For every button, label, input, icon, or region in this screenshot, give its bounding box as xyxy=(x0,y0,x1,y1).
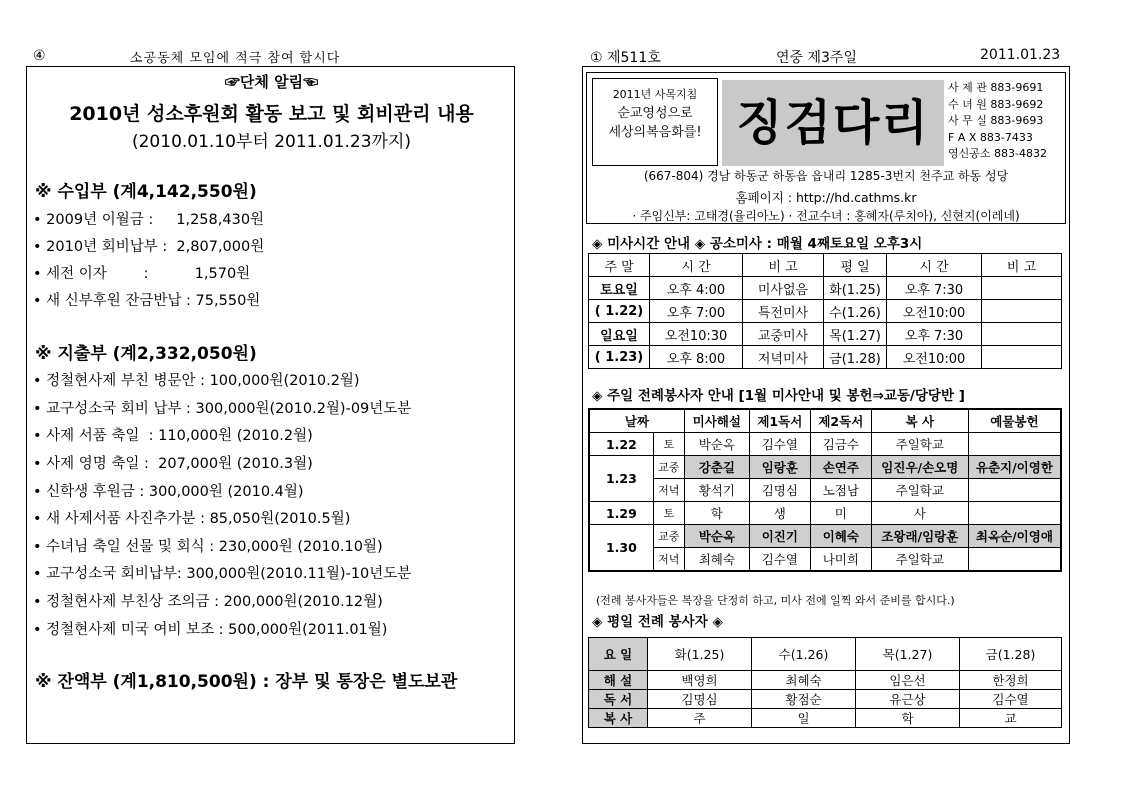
expense-item: • 교구성소국 회비 납부 : 300,000원(2010.2월)-09년도분 xyxy=(33,397,411,418)
server-cell: 나미희 xyxy=(810,548,871,572)
mass-cell: 오후 7:30 xyxy=(887,277,982,300)
weekday-cell: 주 xyxy=(648,709,752,728)
mass-cell: ( 1.22) xyxy=(589,300,650,323)
server-cell: 박순옥 xyxy=(684,525,749,548)
expense-item: • 사제 영명 축일 : 207,000원 (2010.3월) xyxy=(33,452,313,473)
mass-header: 시 간 xyxy=(650,254,743,277)
server-cell: 최옥순/이영애 xyxy=(968,525,1061,548)
contact-line: 수 녀 원 883-9692 xyxy=(948,97,1044,111)
table-row xyxy=(589,346,1062,369)
income-item: • 세전 이자 : 1,570원 xyxy=(33,262,250,283)
income-item: • 새 신부후원 잔금반납 : 75,550원 xyxy=(33,289,260,310)
server-cell: 주일학교 xyxy=(871,433,968,456)
server-cell: 유춘지/이영한 xyxy=(968,456,1061,479)
mass-cell xyxy=(982,277,1062,300)
server-cell: 주일학교 xyxy=(871,479,968,502)
server-header: 날짜 xyxy=(589,409,684,433)
server-mass-label: 저녁 xyxy=(653,548,684,572)
server-cell: 임진우/손오명 xyxy=(871,456,968,479)
table-row xyxy=(589,548,1061,572)
weekday-cell: 임은선 xyxy=(856,671,960,690)
weekday-cell: 김명심 xyxy=(648,690,752,709)
mass-cell: 오후 7:00 xyxy=(650,300,743,323)
motto-line: 2011년 사목지침 xyxy=(612,88,698,101)
table-row xyxy=(589,525,1061,548)
server-header: 예물봉헌 xyxy=(968,409,1061,433)
table-row xyxy=(589,479,1061,502)
weekday-cell: 학 xyxy=(856,709,960,728)
expense-item: • 사제 서품 축일 : 110,000원 (2010.2월) xyxy=(33,424,313,445)
mass-cell: 일요일 xyxy=(589,323,650,346)
table-row xyxy=(589,671,1062,690)
mass-cell xyxy=(982,323,1062,346)
server-date: 1.22 xyxy=(589,433,653,456)
table-row xyxy=(589,456,1061,479)
server-mass-label: 저녁 xyxy=(653,479,684,502)
report-period: (2010.01.10부터 2011.01.23까지) xyxy=(131,132,412,152)
server-date: 1.29 xyxy=(589,502,653,525)
server-cell: 이진기 xyxy=(749,525,810,548)
page-number-left: ④ xyxy=(33,48,46,64)
server-cell: 사 xyxy=(871,502,968,525)
weekday-role: 복 사 xyxy=(589,709,648,728)
mass-cell: 오후 8:00 xyxy=(650,346,743,369)
weekday-header: 요 일 xyxy=(589,638,648,671)
server-cell: 학 xyxy=(684,502,749,525)
expense-item: • 수녀님 축일 선물 및 회식 : 230,000원 (2010.10월) xyxy=(33,535,383,556)
expense-item: • 정철현사제 미국 여비 보조 : 500,000원(2011.01월) xyxy=(33,618,387,639)
mass-cell: ( 1.23) xyxy=(589,346,650,369)
mass-header: 비 고 xyxy=(982,254,1062,277)
server-cell: 생 xyxy=(749,502,810,525)
notice-tag: ☞단체 알림☜ xyxy=(224,73,319,91)
mass-cell: 토요일 xyxy=(589,277,650,300)
motto-line: 세상의복음화를! xyxy=(608,125,702,140)
server-cell xyxy=(968,479,1061,502)
server-cell xyxy=(968,502,1061,525)
server-cell: 노점남 xyxy=(810,479,871,502)
mass-header: 평 일 xyxy=(824,254,887,277)
weekday-header: 목(1.27) xyxy=(856,638,960,671)
contact-list xyxy=(948,80,1064,163)
weekday-header: 수(1.26) xyxy=(752,638,856,671)
contact-line: 사 무 실 883-9693 xyxy=(948,114,1044,127)
server-heading: ◈ 주일 전례봉사자 안내 [1월 미사안내 및 봉헌⇒교동/당당반 ] xyxy=(592,388,965,404)
income-item: • 2010년 회비납부 : 2,807,000원 xyxy=(33,235,264,256)
weekday-heading: ◈ 평일 전례 봉사자 ◈ xyxy=(592,614,723,630)
motto-line: 순교영성으로 xyxy=(617,106,693,121)
mass-cell xyxy=(982,346,1062,369)
contact-line: 영신공소 883-4832 xyxy=(948,147,1047,160)
mass-heading: ◈ 미사시간 안내 ◈ 공소미사 : 매월 4째토요일 오후3시 xyxy=(592,236,923,252)
mass-cell: 수(1.26) xyxy=(824,300,887,323)
server-cell: 김명심 xyxy=(749,479,810,502)
weekday-server-table xyxy=(588,637,1062,728)
server-day: 토 xyxy=(653,433,684,456)
expense-item: • 신학생 후원금 : 300,000원 (2010.4월) xyxy=(33,480,304,501)
balance-heading: ※ 잔액부 (계1,810,500원) : 장부 및 통장은 별도보관 xyxy=(35,672,458,692)
server-cell: 김수열 xyxy=(749,548,810,572)
liturgical-season: 연중 제3주일 xyxy=(776,50,857,66)
mass-cell: 오전10:00 xyxy=(887,300,982,323)
table-row xyxy=(589,277,1062,300)
server-cell: 김금수 xyxy=(810,433,871,456)
server-mass-label: 교중 xyxy=(653,456,684,479)
weekday-role: 독 서 xyxy=(589,690,648,709)
weekday-cell: 황점순 xyxy=(752,690,856,709)
mass-header: 시 간 xyxy=(887,254,982,277)
server-note: (전례 봉사자들은 복장을 단정히 하고, 미사 전에 일찍 와서 준비를 합시다.) xyxy=(596,594,955,607)
server-date: 1.30 xyxy=(589,525,653,572)
server-header: 제2독서 xyxy=(810,409,871,433)
issue-number: ① 제511호 xyxy=(590,50,661,66)
mass-header: 주 말 xyxy=(589,254,650,277)
weekday-cell: 최혜숙 xyxy=(752,671,856,690)
weekday-cell: 교 xyxy=(960,709,1062,728)
mass-cell: 오후 4:00 xyxy=(650,277,743,300)
server-cell: 박순옥 xyxy=(684,433,749,456)
expense-item: • 교구성소국 회비납부: 300,000원(2010.11월)-10년도분 xyxy=(33,562,411,583)
table-row xyxy=(589,323,1062,346)
weekday-cell: 한정희 xyxy=(960,671,1062,690)
server-cell: 미 xyxy=(810,502,871,525)
mass-cell: 교중미사 xyxy=(743,323,824,346)
server-cell: 조왕래/임랑훈 xyxy=(871,525,968,548)
page-slogan: 소공동체 모임에 적극 참여 합시다 xyxy=(130,51,341,66)
server-header: 미사해설 xyxy=(684,409,749,433)
weekday-cell: 김수열 xyxy=(960,690,1062,709)
mass-cell: 미사없음 xyxy=(743,277,824,300)
homepage-link[interactable]: 홈페이지 : http://hd.cathms.kr xyxy=(735,190,917,205)
pastoral-motto xyxy=(592,78,718,166)
clergy-line: · 주임신부: 고태경(율리아노) · 전교수녀 : 홍혜자(루치아), 신현지(이레네) xyxy=(632,209,1020,223)
expense-item: • 새 사제서품 사진추가분 : 85,050원(2010.5월) xyxy=(33,507,350,528)
mass-schedule-table xyxy=(588,253,1062,369)
server-cell: 최혜숙 xyxy=(684,548,749,572)
notice-panel xyxy=(26,66,515,744)
contact-line: F A X 883-7433 xyxy=(948,130,1033,144)
server-cell xyxy=(968,433,1061,456)
weekday-header: 금(1.28) xyxy=(960,638,1062,671)
income-heading: ※ 수입부 (계4,142,550원) xyxy=(35,182,257,202)
server-cell: 황석기 xyxy=(684,479,749,502)
weekday-cell: 백영희 xyxy=(648,671,752,690)
server-cell xyxy=(968,548,1061,572)
server-header: 제1독서 xyxy=(749,409,810,433)
weekday-header: 화(1.25) xyxy=(648,638,752,671)
server-mass-label: 교중 xyxy=(653,525,684,548)
income-item: • 2009년 이월금 : 1,258,430원 xyxy=(33,208,264,229)
expense-item: • 정철현사제 부친상 조의금 : 200,000원(2010.12월) xyxy=(33,590,383,611)
server-cell: 임랑훈 xyxy=(749,456,810,479)
mass-cell: 금(1.28) xyxy=(824,346,887,369)
server-cell: 강춘길 xyxy=(684,456,749,479)
expense-item: • 정철현사제 부친 병문안 : 100,000원(2010.2월) xyxy=(33,369,360,390)
mass-cell xyxy=(982,300,1062,323)
server-cell: 손연주 xyxy=(810,456,871,479)
table-row xyxy=(589,300,1062,323)
weekday-role: 해 설 xyxy=(589,671,648,690)
server-cell: 이혜숙 xyxy=(810,525,871,548)
mass-cell: 저녁미사 xyxy=(743,346,824,369)
bulletin-masthead: 징검다리 xyxy=(722,80,944,166)
issue-date: 2011.01.23 xyxy=(980,47,1061,63)
mass-cell: 화(1.25) xyxy=(824,277,887,300)
weekday-cell: 일 xyxy=(752,709,856,728)
mass-cell: 특전미사 xyxy=(743,300,824,323)
table-row xyxy=(589,690,1062,709)
sunday-server-table xyxy=(588,408,1062,572)
mass-cell: 오전10:00 xyxy=(887,346,982,369)
table-row xyxy=(589,433,1061,456)
table-row xyxy=(589,709,1062,728)
server-cell: 주일학교 xyxy=(871,548,968,572)
mass-header: 비 고 xyxy=(743,254,824,277)
server-date: 1.23 xyxy=(589,456,653,502)
table-row xyxy=(589,502,1061,525)
mass-cell: 오후 7:30 xyxy=(887,323,982,346)
parish-address: (667-804) 경남 하동군 하동읍 읍내리 1285-3번지 천주교 하동 성당 xyxy=(643,169,1009,183)
weekday-cell: 유근상 xyxy=(856,690,960,709)
server-day: 토 xyxy=(653,502,684,525)
report-title: 2010년 성소후원회 활동 보고 및 회비관리 내용 xyxy=(69,103,474,125)
server-cell: 김수열 xyxy=(749,433,810,456)
mass-cell: 목(1.27) xyxy=(824,323,887,346)
contact-line: 사 제 관 883-9691 xyxy=(948,81,1044,94)
expense-heading: ※ 지출부 (계2,332,050원) xyxy=(35,344,257,364)
server-header: 복 사 xyxy=(871,409,968,433)
mass-cell: 오전10:30 xyxy=(650,323,743,346)
